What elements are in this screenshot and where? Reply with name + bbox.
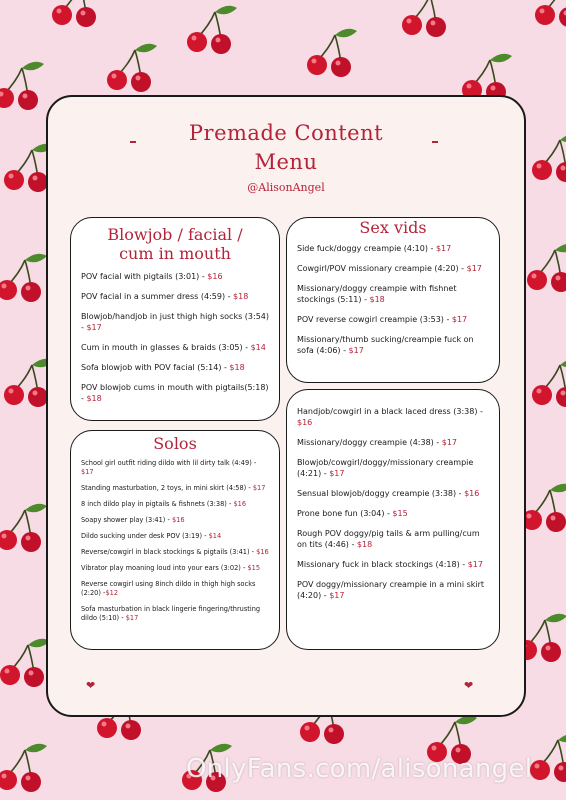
menu-item-price: $16	[207, 272, 223, 281]
menu-item-price: $17	[329, 591, 345, 600]
menu-item-text: Missionary/doggy creampie (4:38) -	[297, 438, 442, 447]
menu-item	[81, 516, 269, 525]
menu-item	[297, 334, 489, 356]
menu-item	[297, 457, 489, 479]
menu-item-price: $17	[467, 560, 483, 569]
menu-item-text: Blowjob/handjob in just thigh high socks (3:54) -	[81, 312, 269, 332]
menu-item	[81, 362, 269, 373]
menu-title	[48, 119, 524, 177]
menu-item	[81, 311, 269, 333]
menu-title-line1: Premade Content	[188, 121, 384, 145]
menu-item-text: Missionary/thumb sucking/creampie fuck on sofa (4:06) -	[297, 335, 474, 355]
more-videos-item-list	[297, 406, 489, 601]
sexvids-section-title: Sex vids	[359, 218, 427, 237]
menu-item-text: Missionary fuck in black stockings (4:18) -	[297, 560, 468, 569]
menu-item-text: POV doggy/missionary creampie in a mini skirt (4:20) -	[297, 580, 485, 600]
menu-item	[297, 579, 489, 601]
solos-section-title: Solos	[153, 434, 197, 453]
menu-item-price: $16	[233, 500, 247, 508]
menu-item-price: $17	[86, 323, 102, 332]
menu-item-price: $17	[466, 264, 482, 273]
menu-item-text: Reverse/cowgirl in black stockings & pigtails (3:41) -	[81, 548, 257, 556]
menu-item-price: $17	[125, 614, 139, 622]
solos-section	[70, 430, 280, 650]
more-videos-section	[286, 389, 500, 650]
menu-item-text: Standing masturbation, 2 toys, in mini skirt (4:58) -	[81, 484, 253, 492]
menu-item	[297, 263, 489, 274]
menu-item	[297, 314, 489, 325]
menu-item	[81, 605, 269, 623]
menu-item-text: Cum in mouth in glasses & braids (3:05) -	[81, 343, 251, 352]
menu-item-text: Blowjob/cowgirl/doggy/missionary creampie (4:21) -	[297, 458, 474, 478]
menu-item-price: $17	[441, 438, 458, 447]
menu-item	[81, 548, 269, 557]
menu-item-text: POV facial with pigtails (3:01) -	[81, 272, 208, 281]
menu-item	[81, 459, 269, 477]
menu-item	[297, 283, 489, 305]
watermark: OnlyFans.com/alisonangel	[186, 754, 533, 784]
title-dash-right	[432, 141, 438, 143]
menu-item	[81, 500, 269, 509]
menu-item-text: POV blowjob cums in mouth with pigtails(5:18) -	[81, 383, 269, 403]
menu-item	[297, 559, 489, 570]
menu-item-text: Sensual blowjob/doggy creampie (3:38) -	[297, 489, 465, 498]
menu-item	[297, 528, 489, 550]
menu-item	[297, 488, 489, 499]
menu-item-text: Cowgirl/POV missionary creampie (4:20) -	[297, 264, 467, 273]
menu-item-text: Side fuck/doggy creampie (4:10) -	[297, 244, 436, 253]
creator-handle: @AlisonAngel	[247, 181, 325, 194]
menu-item	[81, 291, 269, 302]
menu-card	[46, 95, 526, 717]
menu-item-price: $18	[229, 363, 245, 372]
menu-item-price: $14	[208, 532, 222, 540]
menu-item-text: Rough POV doggy/pig tails & arm pulling/cum on tits (4:46) -	[297, 529, 480, 549]
menu-item-price: $18	[369, 295, 385, 304]
menu-item-price: $17	[81, 468, 94, 476]
menu-item	[81, 580, 269, 598]
menu-item-price: $17	[451, 315, 468, 324]
sexvids-section	[286, 217, 500, 383]
heart-icon-left: ❤	[86, 679, 96, 692]
menu-item-text: Sofa masturbation in black lingerie fingering/thrusting dildo (5:10) -	[81, 605, 261, 622]
menu-item-text: Handjob/cowgirl in a black laced dress (3:38) -	[297, 407, 483, 416]
menu-item-text: POV reverse cowgirl creampie (3:53) -	[297, 315, 452, 324]
menu-item	[81, 532, 269, 541]
menu-item-text: Missionary/doggy creampie with fishnet stockings (5:11) -	[297, 284, 457, 304]
sexvids-item-list	[297, 243, 489, 356]
menu-item	[297, 508, 489, 519]
menu-item	[297, 406, 489, 428]
menu-item-text: 8 inch dildo play in pigtails & fishnets (3:38) -	[81, 500, 234, 508]
menu-item-price: $17	[435, 244, 452, 253]
menu-item	[81, 382, 269, 404]
menu-item-text: Prone bone fun (3:04) -	[297, 509, 393, 518]
menu-item-price: $12	[105, 589, 119, 597]
solos-item-list	[81, 459, 269, 623]
menu-item	[81, 342, 269, 353]
menu-item	[81, 564, 269, 573]
menu-item-price: $17	[348, 346, 364, 355]
blowjob-item-list	[81, 271, 269, 404]
menu-item-text: School girl outfit riding dildo with lil dirty talk (4:49) -	[81, 459, 257, 467]
menu-item	[297, 243, 489, 254]
blowjob-section	[70, 217, 280, 421]
heart-icon-right: ❤	[464, 679, 474, 692]
menu-item	[81, 484, 269, 493]
menu-item-price: $17	[252, 484, 266, 492]
menu-item	[81, 271, 269, 282]
blowjob-section-title: Blowjob / facial / cum in mouth	[107, 225, 243, 263]
menu-item-price: $16	[464, 489, 480, 498]
menu-item-price: $15	[392, 509, 408, 518]
menu-title-line2: Menu	[254, 150, 318, 174]
menu-item-text: Sofa blowjob with POV facial (5:14) -	[81, 363, 230, 372]
title-dash-left	[130, 141, 136, 143]
menu-item-price: $16	[256, 548, 269, 556]
menu-item-price: $18	[233, 292, 249, 301]
menu-item-text: Reverse cowgirl using 8inch dildo in thigh high socks (2:20) -	[81, 580, 256, 597]
menu-item-price: $14	[250, 343, 266, 352]
menu-item-text: Soapy shower play (3:41) -	[81, 516, 172, 524]
menu-item-price: $18	[356, 540, 373, 549]
menu-item	[297, 437, 489, 448]
menu-item-text: Dildo sucking under desk POV (3:19) -	[81, 532, 209, 540]
menu-item-text: Vibrator play moaning loud into your ears (3:02) -	[81, 564, 248, 572]
menu-item-price: $16	[297, 418, 313, 427]
menu-item-price: $17	[329, 469, 345, 478]
menu-item-price: $16	[171, 516, 185, 524]
menu-item-price: $15	[247, 564, 261, 572]
menu-item-price: $18	[86, 394, 102, 403]
menu-item-text: POV facial in a summer dress (4:59) -	[81, 292, 234, 301]
